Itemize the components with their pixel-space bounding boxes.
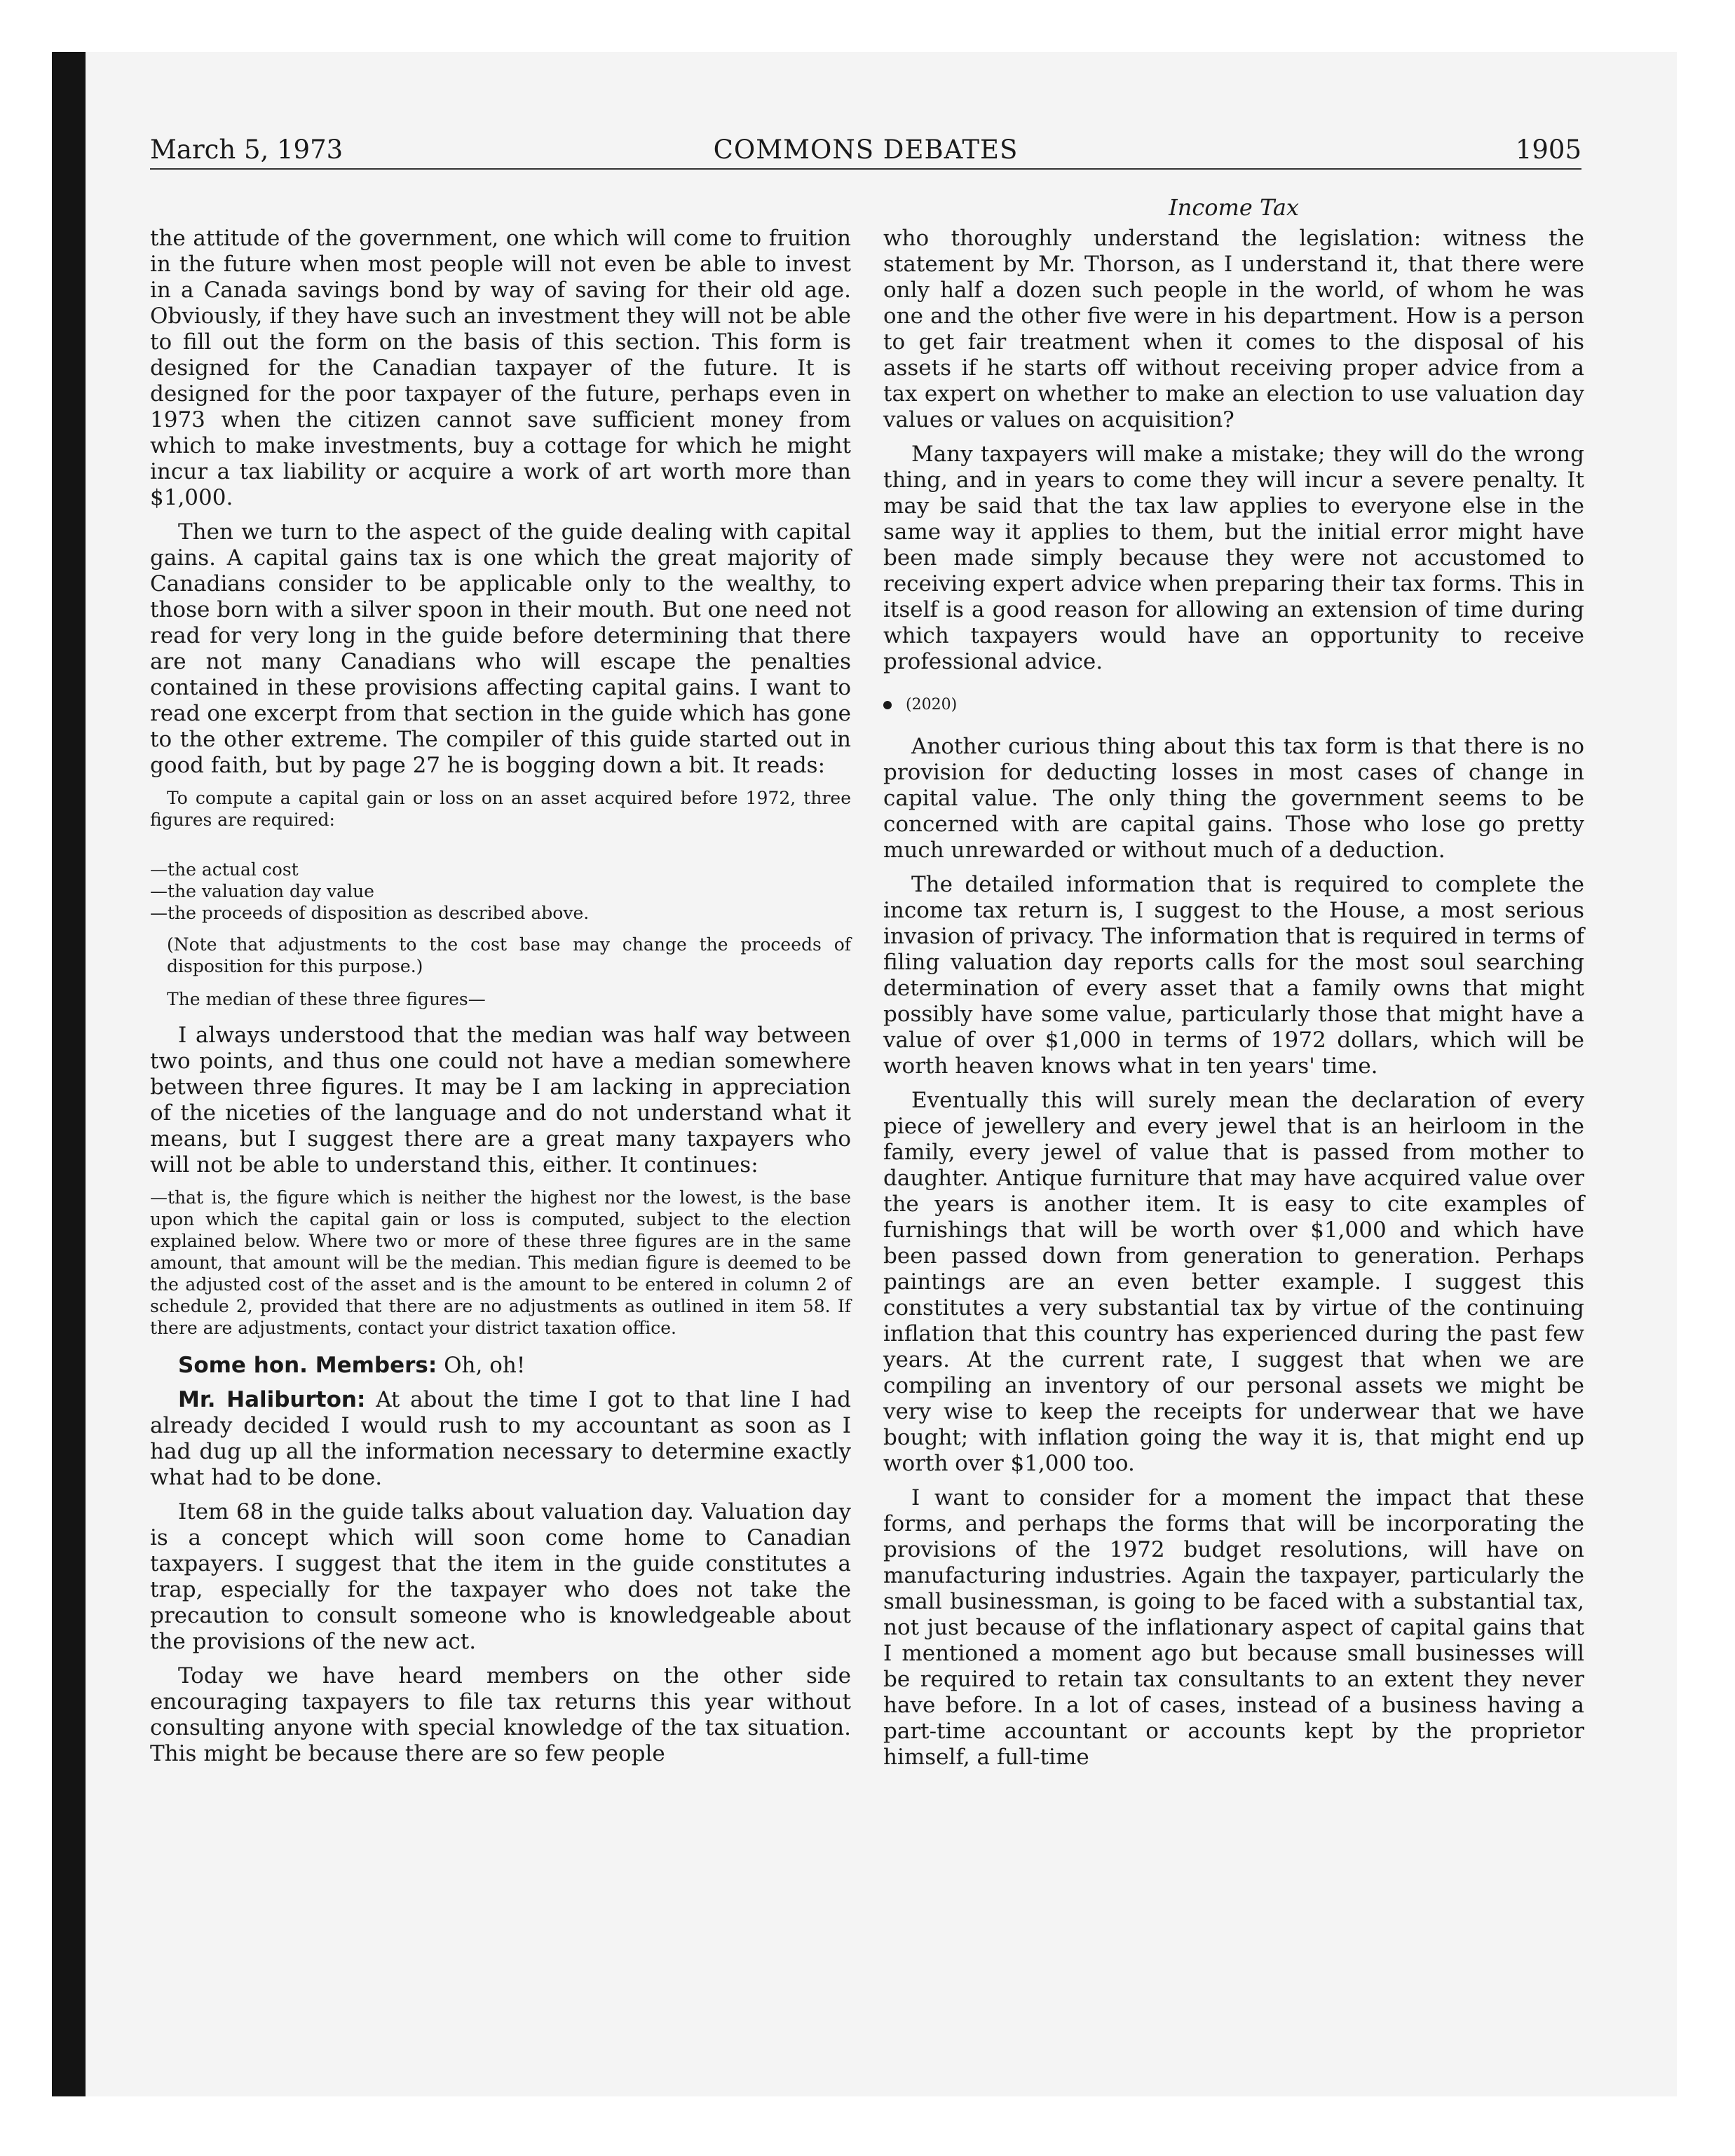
right-column [883,226,1584,1779]
quoted-list [150,859,851,924]
list-item: —the valuation day value [150,881,374,901]
bullet-icon [883,701,892,709]
left-column [150,226,851,1775]
paragraph: who thoroughly understand the legislation: witness the statement by Mr. Thorson, as I understand it, that there were only half a dozen such people in the world, of whom he was one and the other five were in his department. How is a person to get fair treatment when it comes to the disposal of his assets if he starts off without receiving proper advice from a tax expert on whether to make an election to use valuation day values or values on acquisition? [883,226,1584,432]
list-item: —the proceeds of disposition as described above. [150,903,590,923]
section-title: Income Tax [1169,194,1299,221]
interjection [150,1353,851,1379]
speaker-label: Mr. Haliburton: [178,1387,366,1412]
paragraph: Eventually this will surely mean the declaration of every piece of jewellery and every jewel that is an heirloom in the family, every jewel of value that is passed from mother to daughter. Antique furniture that may have acquired value over the years is another item. It is easy to cite examples of furnishings that will be worth over $1,000 and which have been passed down from generation to generation. Perhaps paintings are an even better example. I suggest this constitutes a very substantial tax by virtue of the continuing inflation that this country has experienced during the past few years. At the current rate, I suggest that when we are compiling an inventory of our personal assets we might be very wise to keep the receipts for underwear that we have bought; with inflation going the way it is, that might end up worth over $1,000 too. [883,1088,1584,1476]
paragraph: Item 68 in the guide talks about valuation day. Valuation day is a concept which will soon come home to Canadian taxpayers. I suggest that the item in the guide constitutes a trap, especially for the taxpayer who does not take the precaution to consult someone who is knowledgeable about the provisions of the new act. [150,1499,851,1654]
interjection-text: Oh, oh! [444,1353,526,1378]
list-item: —the actual cost [150,859,299,880]
header-publication: COMMONS DEBATES [713,135,1019,165]
running-header [150,135,1581,170]
quoted-excerpt: To compute a capital gain or loss on an asset acquired before 1972, three figures are required: [150,788,851,830]
paragraph: Today we have heard members on the other side encouraging taxpayers to file tax returns this year without consulting anyone with special knowledge of the tax situation. This might be because there are so few people [150,1663,851,1766]
header-page-number: 1905 [1515,135,1581,165]
quoted-note: (Note that adjustments to the cost base may change the proceeds of disposition for this purpose.) [167,934,851,976]
quoted-excerpt: —that is, the figure which is neither the highest nor the lowest, is the base upon which the capital gain or loss is computed, subject to the election explained below. Where two or more of these three figures are in the same amount, that amount will be the median. This median figure is deemed to be the adjusted cost of the asset and is the amount to be entered in column 2 of schedule 2, provided that there are no adjustments as outlined in item 58. If there are adjustments, contact your district taxation office. [150,1187,851,1338]
paragraph: I want to consider for a moment the impact that these forms, and perhaps the forms that will be incorporating the provisions of the 1972 budget resolutions, will have on manufacturing industries. Again the taxpayer, particularly the small businessman, is going to be faced with a substantial tax, not just because of the inflationary aspect of capital gains that I mentioned a moment ago but because small businesses will be required to retain tax consultants to an extent they never have before. In a lot of cases, instead of a business having a part-time accountant or accounts kept by the proprietor himself, a full-time [883,1485,1584,1770]
speaker-label: Some hon. Members: [178,1353,437,1378]
quoted-excerpt: The median of these three figures— [167,989,486,1009]
time-marker [883,695,1584,716]
paragraph: I always understood that the median was half way between two points, and thus one could not have a median somewhere between three figures. It may be I am lacking in appreciation of the niceties of the language and do not understand what it means, but I suggest there are a great many taxpayers who will not be able to understand this, either. It continues: [150,1023,851,1178]
speech-text: At about the time I got to that line I had already decided I would rush to my accountant as soon as I had dug up all the information necessary to determine exactly what had to be done. [150,1387,851,1490]
paragraph: Then we turn to the aspect of the guide dealing with capital gains. A capital gains tax is one which the great majority of Canadians consider to be applicable only to the wealthy, to those born with a silver spoon in their mouth. But one need not read for very long in the guide before determining that there are not many Canadians who will escape the penalties contained in these provisions affecting capital gains. I want to read one excerpt from that section in the guide which has gone to the other extreme. The compiler of this guide started out in good faith, but by page 27 he is bogging down a bit. It reads: [150,519,851,778]
paragraph: the attitude of the government, one which will come to fruition in the future when most people will not even be able to invest in a Canada savings bond by way of saving for their old age. Obviously, if they have such an investment they will not be able to fill out the form on the basis of this section. This form is designed for the Canadian taxpayer of the future. It is designed for the poor taxpayer of the future, perhaps even in 1973 when the citizen cannot save sufficient money from which to make investments, buy a cottage for which he might incur a tax liability or acquire a work of art worth more than $1,000. [150,226,851,510]
speech [150,1387,851,1491]
paragraph: Many taxpayers will make a mistake; they will do the wrong thing, and in years to come they will incur a severe penalty. It may be said that the tax law applies to everyone else in the same way it applies to them, but the initial error might have been made simply because they were not accustomed to receiving expert advice when preparing their tax forms. This in itself is a good reason for allowing an extension of time during which taxpayers would have an opportunity to receive professional advice. [883,442,1584,674]
scan-edge-bar [52,52,86,2096]
paragraph: Another curious thing about this tax form is that there is no provision for deducting losses in most cases of change in capital value. The only thing the government seems to be concerned with are capital gains. Those who lose go pretty much unrewarded or without much of a deduction. [883,734,1584,863]
header-date: March 5, 1973 [150,135,343,165]
paragraph: The detailed information that is required to complete the income tax return is, I suggest to the House, a most serious invasion of privacy. The information that is required in terms of filing valuation day reports calls for the most soul searching determination of every asset that a family owns that might possibly have some value, particularly those that might have a value of over $1,000 in terms of 1972 dollars, which will be worth heaven knows what in ten years' time. [883,872,1584,1079]
time-marker-label: (2020) [906,696,958,714]
